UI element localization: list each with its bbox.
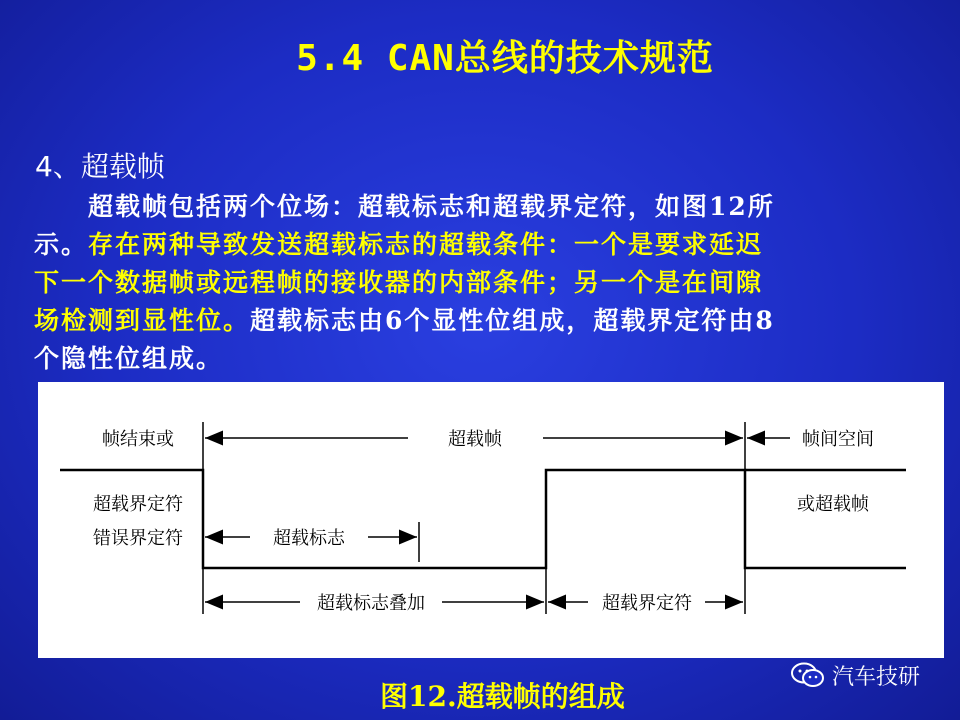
label-or-overload-frame: 或超载帧 xyxy=(797,494,869,515)
body-paragraph xyxy=(34,188,914,378)
figure-caption: 图12.超载帧的组成 xyxy=(380,680,625,713)
watermark xyxy=(790,660,920,690)
label-overload-flag: 超载标志 xyxy=(273,528,345,549)
label-overload-frame: 超载帧 xyxy=(448,429,502,450)
paragraph-line-4: 场检测到显性位。超载标志由6个显性位组成，超载界定符由8 xyxy=(34,306,775,335)
page-title: 5.4 CAN总线的技术规范 xyxy=(296,38,714,79)
label-flag-superposition: 超载标志叠加 xyxy=(317,593,425,614)
paragraph-line-5: 个隐性位组成。 xyxy=(34,344,224,373)
wechat-icon xyxy=(790,661,826,689)
diagram-svg xyxy=(38,382,944,658)
overload-frame-diagram xyxy=(38,382,944,658)
signal-waveform xyxy=(60,470,906,568)
label-interframe: 帧间空间 xyxy=(802,429,874,450)
paragraph-line-1: 超载帧包括两个位场：超载标志和超载界定符，如图12所 xyxy=(34,192,775,221)
section-heading: 4、超载帧 xyxy=(35,150,165,183)
label-error-delimiter: 错误界定符 xyxy=(93,528,183,549)
paragraph-line-2: 示。存在两种导致发送超载标志的超载条件：一个是要求延迟 xyxy=(34,230,764,259)
paragraph-line-3: 下一个数据帧或远程帧的接收器的内部条件；另一个是在间隙 xyxy=(34,268,764,297)
label-overload-delimiter-left: 超载界定符 xyxy=(93,494,183,515)
watermark-text: 汽车技研 xyxy=(832,664,921,690)
label-overload-delimiter: 超载界定符 xyxy=(602,593,692,614)
label-frame-end: 帧结束或 xyxy=(102,429,174,450)
